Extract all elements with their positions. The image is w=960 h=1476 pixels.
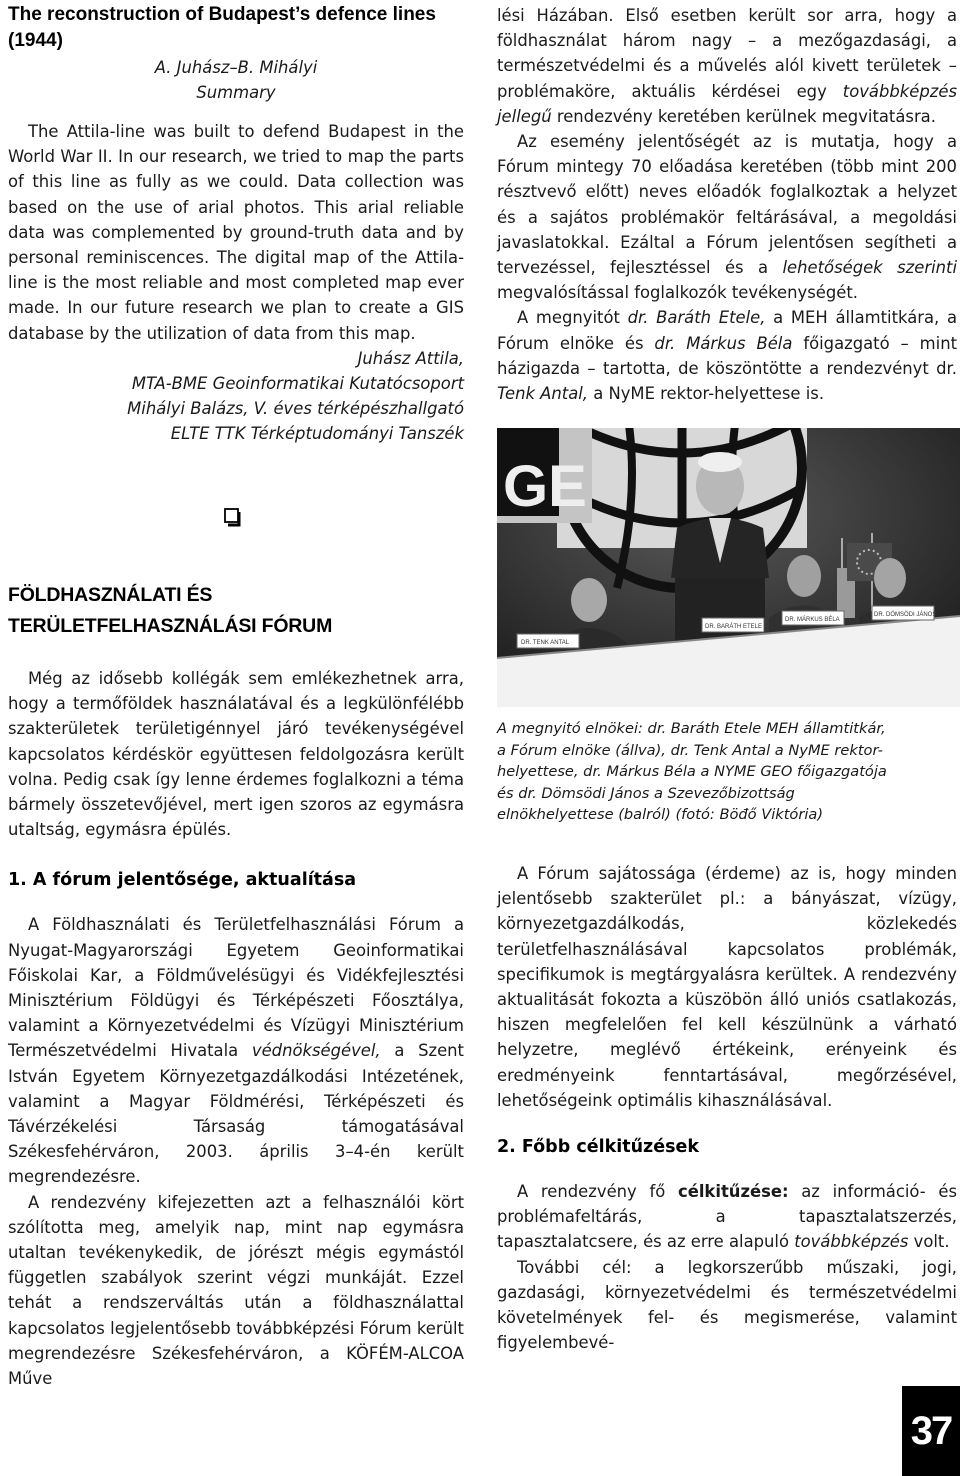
signature-name-1: Juhász Attila,: [357, 348, 464, 368]
section-1-heading: 1. A fórum jelentősége, aktualítása: [8, 870, 357, 891]
end-mark-icon: [224, 508, 242, 528]
summary-title: The reconstruction of Budapest’s defence lines (1944): [8, 4, 436, 51]
section-1-paragraph-1: A Földhasználati és Területfelhasználási Fórum a Nyugat-Magyarországi Egyetem Geoinformatikai Főiskolai Kar, a Földművelésügyi és Vidékfejlesztési Minisztérium Földügyi és Térképészeti Főosztálya, valamint a Környezetvédelmi és Vízügyi Minisztérium Természetvédelmi Hivatala védnökségével, a Szent István Egyetem Környezetgazdálkodási Intézetének, valamint a Magyar Földmérési, Térképészeti és Távérzékelési Társaság támogatásával Székesfehérváron, 2003. április 3–4-én került megrendezésre.: [8, 915, 464, 1187]
article-right-column-top: [497, 3, 957, 406]
article-left-column: [8, 580, 464, 1391]
section-1-paragraph-2: A rendezvény kifejezetten azt a felhasználói kört szólította meg, amelyik nap, mint nap egymásra utaltan tevékenykedik, de jórészt mégis egymástól független szabályok szerint végzi munkáját. Ezzel tehát a rendszerváltás után a földhasználattal kapcsolatos legjelentősebb továbbképzési Fórum került megrendezésre Székesfehérváron, a KÖFÉM-ALCOA Műve: [8, 1192, 464, 1389]
svg-text:DR. DÖMSÖDI JÁNOS: DR. DÖMSÖDI JÁNOS: [874, 612, 937, 618]
article-title: FÖLDHASZNÁLATI ÉS TERÜLETFELHASZNÁLÁSI FÓRUM: [8, 584, 333, 637]
right-paragraph-3: A megnyitót dr. Baráth Etele, a MEH államtitkára, a Fórum elnöke és dr. Márkus Béla főigazgató – mint házigazda – tartotta, de köszöntötte a rendezvényt dr. Tenk Antal, a NyME rektor-helyettese is.: [497, 308, 958, 404]
svg-text:DR. TENK ANTAL: DR. TENK ANTAL: [521, 640, 570, 646]
summary-text: The Attila-line was built to defend Budapest in the World War II. In our research, we tried to map the parts of this line as fully as we could. Data collection was based on the use of arial photos. This arial reliable data was complemented by ground-truth data and by personal reminiscences. The digital map of the Attila-line is the most reliable and most completed map ever made. In our future research we plan to create a GIS database by the utilization of data from this map.: [8, 122, 464, 343]
photo-illustration: [497, 428, 960, 707]
photo-caption: A megnyitó elnökei: dr. Baráth Etele MEH államtitkár, a Fórum elnöke (állva), dr. Tenk Antal a NyME rektor-helyettese, dr. Márkus Béla a NYME GEO főigazgatója és dr. Dömsödi János a Szevezőbizottság elnökhelyettese (balról) (fotó: Böđő Viktória): [497, 720, 887, 824]
right-paragraph-4: A Fórum sajátossága (érdeme) az is, hogy minden jelentősebb szakterület pl.: a bányászat, vízügy, környezetgazdálkodás, közlekedés területfelhasználásával kapcsolatos problémák, specifikumok is megtárgyalásra kerültek. A rendezvény aktualitását fokozta a küszöbön álló uniós csatlakozás, hiszen megfelelően fel kell készülnünk a várható helyzetre, meglévő értékeink, erényeink és eredményeink fenntartásával, megőrzésével, lehetőségeink optimális kihasználásával.: [497, 864, 957, 1110]
summary-block: [8, 2, 464, 447]
sign-letters: GE: [503, 454, 587, 519]
forum-opening-photo: [497, 428, 960, 707]
svg-text:DR. MÁRKUS BÉLA: DR. MÁRKUS BÉLA: [785, 617, 840, 623]
section-2-paragraph-2: További cél: a legkorszerűbb műszaki, jogi, gazdasági, környezetvédelmi és természetvédelmi követelmények fel- és megismerése, valamint figyelembevé-: [497, 1257, 957, 1353]
article-intro: Még az idősebb kollégák sem emlékezhetnek arra, hogy a termőföldek használatával és a legkülönfélébb szakterületek területigénnyel járó tevékenységével kapcsolatos kérdéskör együttesen feldolgozásra került volna. Pedig csak így lenne érdemes foglalkozni a téma bármely összetevőjével, mert igen szoros az egymásra utaltság, egymásra épülés.: [8, 669, 464, 840]
summary-label: Summary: [196, 83, 276, 102]
section-2-paragraph-1: A rendezvény fő célkitűzése: az információ- és problémafeltárás, a tapasztalatszerzés, tapasztalatcsere, és az erre alapuló továbbképzés volt.: [497, 1182, 957, 1252]
svg-text:DR. BARÁTH ETELE: DR. BARÁTH ETELE: [705, 624, 763, 630]
page-number: 37: [902, 1386, 960, 1476]
signature-affiliation-1: MTA-BME Geoinformatikai Kutatócsoport: [131, 374, 464, 394]
signature-name-2: Mihályi Balázs, V. éves térképészhallgató: [127, 399, 464, 419]
signature-affiliation-2: ELTE TTK Térképtudományi Tanszék: [170, 424, 464, 444]
right-paragraph-2: Az esemény jelentőségét az is mutatja, hogy a Fórum mintegy 70 előadása keretében (több mint 200 résztvevő előtt) neves előadók foglalkoztak a helyzet és a sajátos problémakör feltárásával, a megoldási javaslatokkal. Ezáltal a Fórum jelentősen segítheti a tervezéssel, fejlesztéssel és a lehetőségek szerinti megvalósítással foglalkozók tevékenységét.: [497, 132, 957, 303]
article-right-column-bottom: [497, 861, 957, 1355]
section-2-heading: 2. Főbb célkitűzések: [497, 1137, 700, 1158]
summary-authors: A. Juhász–B. Mihályi: [154, 58, 318, 77]
right-paragraph-1: lési Házában. Első esetben került sor arra, hogy a földhasználat három nagy – a mezőgazdasági, a természetvédelmi és a művelés alól kivett területek – problémaköre, aktuális kérdései egy továbbképzés jellegű rendezvény keretében kerülnek megvitatásra.: [497, 6, 957, 126]
